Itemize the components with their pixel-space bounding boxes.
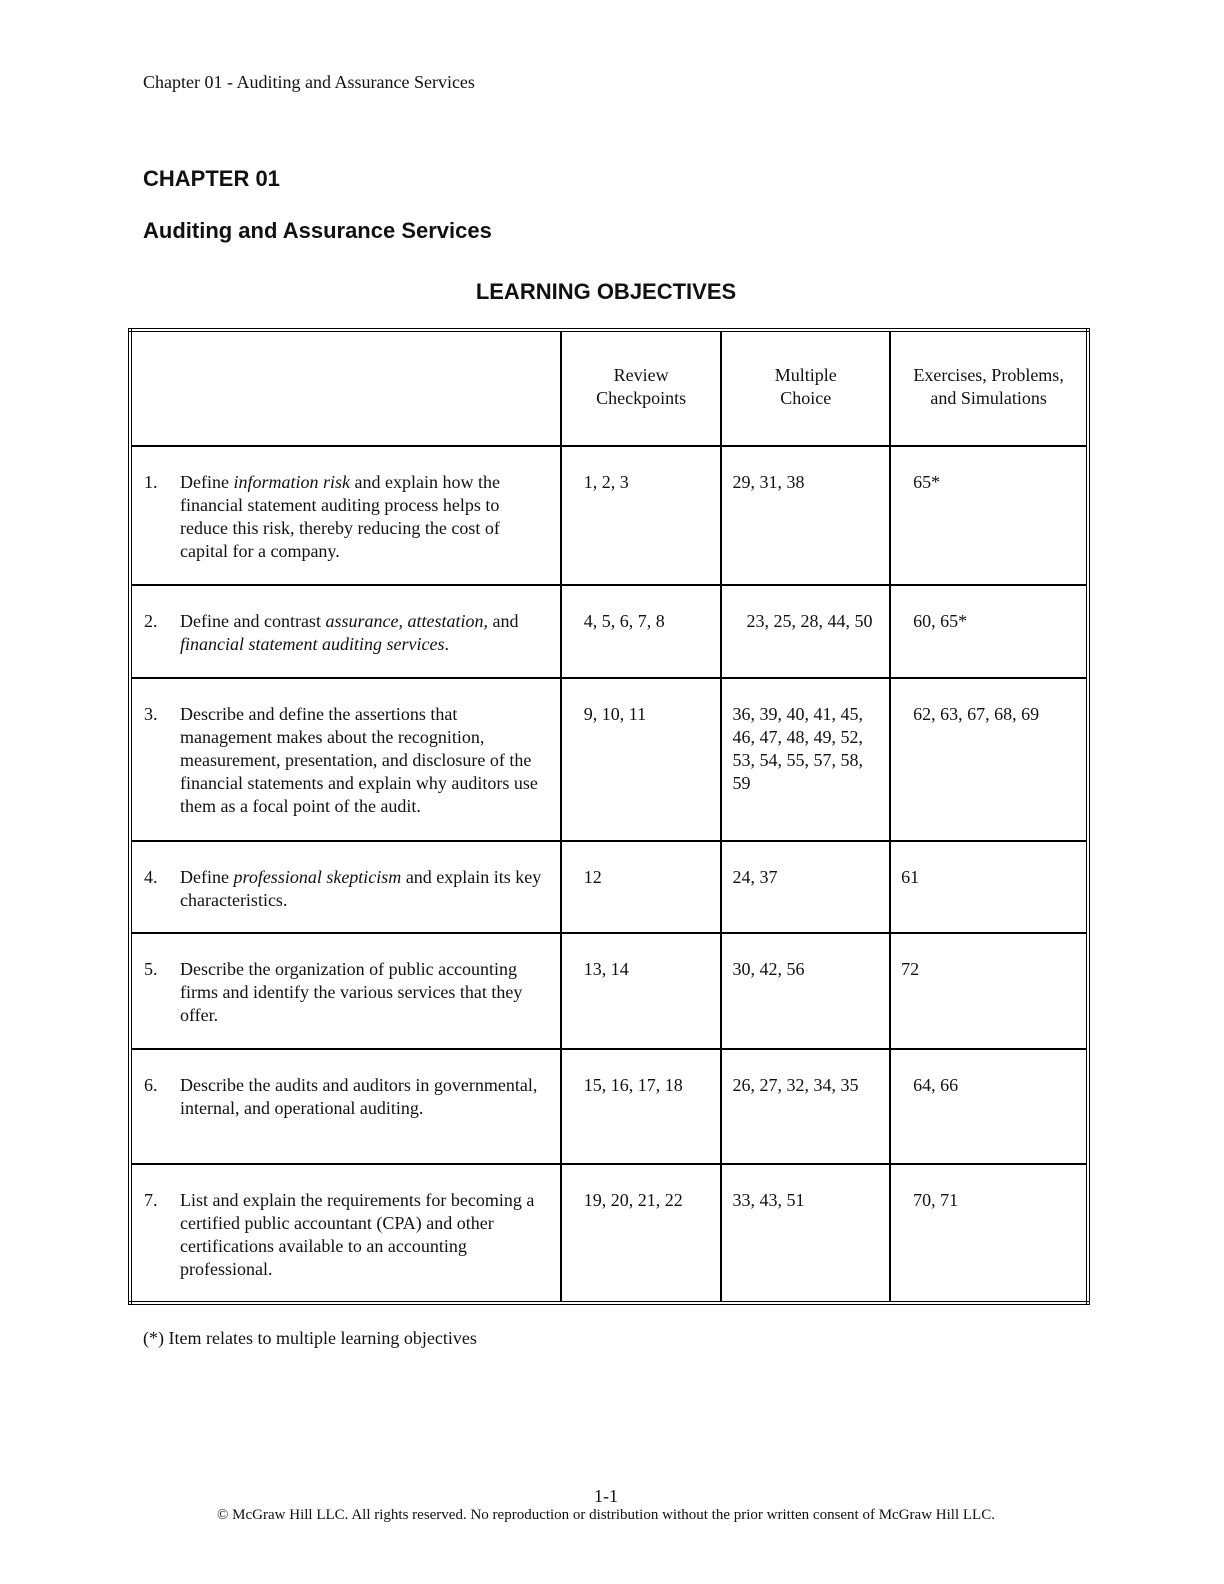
header-exercises-problems-simulations (890, 330, 1088, 446)
objective-number: 7. (144, 1189, 158, 1210)
review-checkpoints-cell: 1, 2, 3 (561, 446, 722, 585)
header-review-line2: Checkpoints (596, 387, 687, 408)
objective-cell (130, 1049, 561, 1164)
objective-number: 5. (144, 958, 158, 979)
header-multiple-line2: Choice (780, 387, 832, 408)
table-row (130, 585, 1088, 678)
objective-text: List and explain the requirements for becoming a certified public accountant (CPA) and other certifications available to an accounting professional. (180, 1189, 535, 1279)
review-checkpoints-cell: 9, 10, 11 (561, 678, 722, 840)
objective-number: 1. (144, 472, 158, 493)
multiple-choice-cell: 30, 42, 56 (721, 933, 890, 1049)
objective-cell (130, 446, 561, 585)
header-review-checkpoints (561, 330, 722, 446)
objective-number: 2. (144, 611, 158, 632)
objective-number: 6. (144, 1074, 158, 1095)
section-heading: LEARNING OBJECTIVES (475, 279, 737, 304)
exercises-cell: 72 (890, 933, 1088, 1049)
chapter-number: CHAPTER 01 (143, 166, 280, 191)
header-exercises-line1: Exercises, Problems, (913, 364, 1064, 385)
header-review-line1: Review (613, 364, 669, 385)
exercises-cell: 70, 71 (890, 1164, 1088, 1303)
objective-text: Describe the audits and auditors in governmental, internal, and operational auditing. (180, 1074, 538, 1118)
review-checkpoints-cell: 19, 20, 21, 22 (561, 1164, 722, 1303)
header-exercises-line2: and Simulations (930, 387, 1047, 408)
exercises-cell: 61 (890, 841, 1088, 933)
objective-number: 4. (144, 866, 158, 887)
table-row (130, 1049, 1088, 1164)
exercises-cell: 62, 63, 67, 68, 69 (890, 678, 1088, 840)
review-checkpoints-cell: 15, 16, 17, 18 (561, 1049, 722, 1164)
exercises-cell: 60, 65* (890, 585, 1088, 678)
copyright-notice: © McGraw Hill LLC. All rights reserved. No reproduction or distribution without the prior written consent of McGraw Hill LLC. (217, 1507, 995, 1523)
objective-cell (130, 1164, 561, 1303)
table-row (130, 446, 1088, 585)
objective-text: Describe the organization of public accounting firms and identify the various services that they offer. (180, 958, 523, 1025)
review-checkpoints-cell: 13, 14 (561, 933, 722, 1049)
objective-cell (130, 585, 561, 678)
header-objective-blank (130, 330, 561, 446)
footnote: (*) Item relates to multiple learning objectives (143, 1328, 477, 1348)
review-checkpoints-cell: 4, 5, 6, 7, 8 (561, 585, 722, 678)
exercises-cell: 65* (890, 446, 1088, 585)
table-row (130, 933, 1088, 1049)
header-multiple-choice (721, 330, 890, 446)
running-header: Chapter 01 - Auditing and Assurance Services (143, 72, 475, 92)
objective-cell (130, 841, 561, 933)
table-header-row (130, 330, 1088, 446)
objective-number: 3. (144, 704, 158, 725)
table-row (130, 841, 1088, 933)
multiple-choice-cell: 29, 31, 38 (721, 446, 890, 585)
objective-text: Define and contrast assurance, attestation, and financial statement auditing services. (180, 611, 519, 655)
multiple-choice-cell: 26, 27, 32, 34, 35 (721, 1049, 890, 1164)
review-checkpoints-cell: 12 (561, 841, 722, 933)
chapter-title: Auditing and Assurance Services (143, 218, 492, 243)
objective-cell (130, 933, 561, 1049)
objective-text: Describe and define the assertions that management makes about the recognition, measurement, presentation, and disclosure of the financial statements and explain why auditors use them as a focal point of the audit. (180, 704, 538, 817)
header-multiple-line1: Multiple (774, 364, 837, 385)
table-row (130, 678, 1088, 840)
learning-objectives-table (128, 328, 1090, 1305)
multiple-choice-cell: 36, 39, 40, 41, 45, 46, 47, 48, 49, 52, 53, 54, 55, 57, 58, 59 (721, 678, 890, 840)
exercises-cell: 64, 66 (890, 1049, 1088, 1164)
page-number: 1-1 (594, 1486, 618, 1506)
objective-text: Define information risk and explain how the financial statement auditing process helps to reduce this risk, thereby reducing the cost of capital for a company. (180, 472, 500, 562)
multiple-choice-cell: 33, 43, 51 (721, 1164, 890, 1303)
multiple-choice-cell: 24, 37 (721, 841, 890, 933)
multiple-choice-cell: 23, 25, 28, 44, 50 (721, 585, 890, 678)
objective-cell (130, 678, 561, 840)
table-row (130, 1164, 1088, 1303)
objective-text: Define professional skepticism and explain its key characteristics. (180, 866, 542, 910)
